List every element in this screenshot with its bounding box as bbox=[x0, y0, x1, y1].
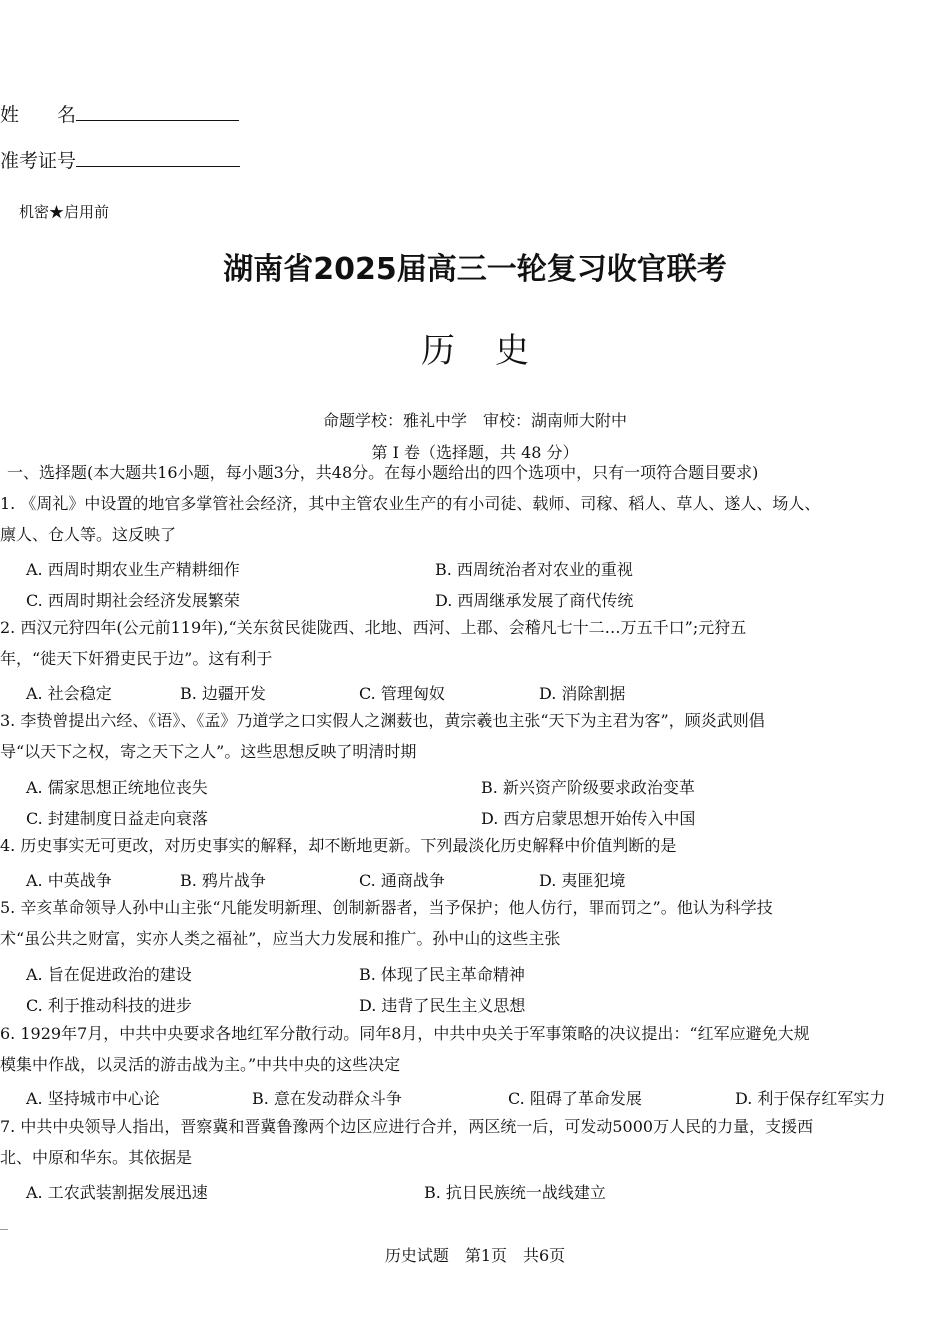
option-6d: D. 利于保存红军实力 bbox=[735, 1089, 886, 1108]
confidential-label: 机密★启用前 bbox=[19, 203, 110, 221]
question-2 bbox=[0, 612, 746, 674]
option-5a: A. 旨在促进政治的建设 bbox=[26, 965, 192, 984]
option-4a: A. 中英战争 bbox=[26, 871, 112, 890]
option-4d: D. 夷匪犯境 bbox=[539, 871, 626, 890]
school-info: 命题学校：雅礼中学 审校：湖南师大附中 bbox=[322, 411, 627, 430]
section-label: 第 I 卷（选择题，共 48 分） bbox=[371, 443, 579, 462]
section-instructions: 一、选择题(本大题共16小题，每小题3分，共48分。在每小题给出的四个选项中，只有一项符合题目要求) bbox=[7, 463, 759, 482]
name-blank[interactable] bbox=[76, 102, 239, 121]
question-line: 术“虽公共之财富，实亦人类之福祉”，应当大力发展和推广。孙中山的这些主张 bbox=[0, 929, 561, 948]
option-6c: C. 阻碍了革命发展 bbox=[508, 1089, 642, 1108]
option-1b: B. 西周统治者对农业的重视 bbox=[435, 560, 633, 579]
exam-id-field bbox=[0, 146, 240, 173]
option-4b: B. 鸦片战争 bbox=[180, 871, 266, 890]
option-2b: B. 边疆开发 bbox=[180, 684, 266, 703]
option-1c: C. 西周时期社会经济发展繁荣 bbox=[26, 591, 240, 610]
page-mark bbox=[0, 1229, 8, 1230]
question-line: 2. 西汉元狩四年(公元前119年),“关东贫民徙陇西、北地、西河、上郡、会稽凡七十二…万五千口”;元狩五 bbox=[0, 618, 747, 637]
exam-id-blank[interactable] bbox=[76, 148, 240, 167]
option-7a: A. 工农武装割据发展迅速 bbox=[26, 1183, 208, 1202]
option-5c: C. 利于推动科技的进步 bbox=[26, 996, 192, 1015]
question-6 bbox=[0, 1018, 810, 1080]
question-line: 北、中原和华东。其依据是 bbox=[0, 1148, 193, 1167]
question-1 bbox=[0, 488, 820, 550]
question-line: 廪人、仓人等。这反映了 bbox=[0, 525, 177, 544]
option-6b: B. 意在发动群众斗争 bbox=[252, 1089, 402, 1108]
option-2a: A. 社会稳定 bbox=[26, 684, 112, 703]
question-line: 1. 《周礼》中设置的地官多掌管社会经济，其中主管农业生产的有小司徒、载师、司稼、稻人、草人、遂人、场人、 bbox=[0, 494, 821, 513]
question-5 bbox=[0, 892, 773, 954]
option-2c: C. 管理匈奴 bbox=[359, 684, 445, 703]
question-7 bbox=[0, 1111, 813, 1173]
option-5b: B. 体现了民主革命精神 bbox=[359, 965, 525, 984]
option-1a: A. 西周时期农业生产精耕细作 bbox=[26, 560, 240, 579]
question-line: 7. 中共中央领导人指出，晋察冀和晋冀鲁豫两个边区应进行合并，两区统一后，可发动5000万人民的力量，支援西 bbox=[0, 1117, 814, 1136]
question-line: 3. 李贽曾提出六经、《语》、《孟》乃道学之口实假人之渊薮也，黄宗羲也主张“天下为主君为客”，顾炎武则倡 bbox=[0, 711, 765, 730]
option-3d: D. 西方启蒙思想开始传入中国 bbox=[481, 809, 696, 828]
question-4 bbox=[0, 830, 676, 861]
name-label: 姓 名 bbox=[0, 104, 77, 126]
subject-title: 历史 bbox=[421, 331, 569, 371]
question-3 bbox=[0, 705, 765, 767]
question-line: 导“以天下之权，寄之天下之人”。这些思想反映了明清时期 bbox=[0, 742, 417, 761]
option-2d: D. 消除割据 bbox=[539, 684, 626, 703]
option-7b: B. 抗日民族统一战线建立 bbox=[424, 1183, 606, 1202]
question-line: 6. 1929年7月，中共中央要求各地红军分散行动。同年8月，中共中央关于军事策略的决议提出：“红军应避免大规 bbox=[0, 1024, 810, 1043]
option-1d: D. 西周继承发展了商代传统 bbox=[435, 591, 634, 610]
page-footer: 历史试题 第1页 共6页 bbox=[384, 1246, 566, 1265]
question-line: 年，“徙天下奸猾吏民于边”。这有利于 bbox=[0, 649, 273, 668]
option-5d: D. 违背了民生主义思想 bbox=[359, 996, 526, 1015]
exam-id-label: 准考证号 bbox=[0, 150, 77, 172]
option-3c: C. 封建制度日益走向衰落 bbox=[26, 809, 208, 828]
option-3a: A. 儒家思想正统地位丧失 bbox=[26, 778, 208, 797]
option-4c: C. 通商战争 bbox=[359, 871, 445, 890]
option-6a: A. 坚持城市中心论 bbox=[26, 1089, 160, 1108]
option-3b: B. 新兴资产阶级要求政治变革 bbox=[481, 778, 695, 797]
question-line: 4. 历史事实无可更改，对历史事实的解释，却不断地更新。下列最淡化历史解释中价值判断的是 bbox=[0, 836, 677, 855]
question-line: 5. 辛亥革命领导人孙中山主张“凡能发明新理、创制新器者，当予保护；他人仿行，罪而罚之”。他认为科学技 bbox=[0, 898, 773, 917]
question-line: 模集中作战，以灵活的游击战为主。”中共中央的这些决定 bbox=[0, 1055, 401, 1074]
name-field bbox=[0, 100, 239, 127]
exam-title: 湖南省2025届高三一轮复习收官联考 bbox=[223, 252, 727, 287]
